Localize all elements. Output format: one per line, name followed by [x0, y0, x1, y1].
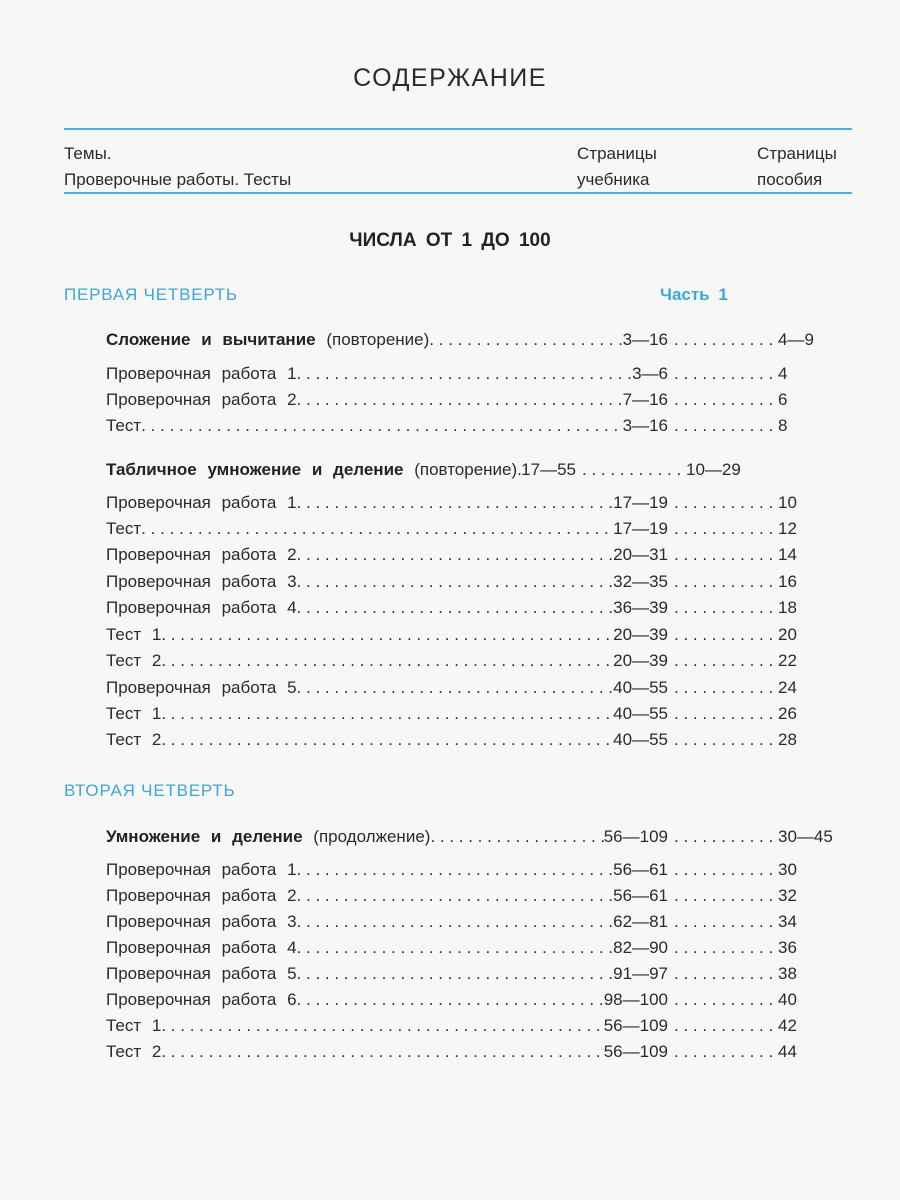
- toc-row[interactable]: [106, 390, 848, 414]
- toc-row[interactable]: [106, 364, 848, 388]
- toc-topic-row[interactable]: [106, 330, 848, 354]
- toc-topic-label: [106, 460, 517, 480]
- toc-textbook-pages: 98—100: [603, 990, 668, 1009]
- toc-textbook-pages: 40—55: [613, 678, 668, 697]
- toc-leader: [674, 625, 774, 645]
- toc-row-label: Тест 1: [106, 625, 162, 644]
- toc-leader: [674, 886, 774, 906]
- toc-row[interactable]: [106, 1042, 848, 1066]
- toc-row-label: Тест: [106, 519, 142, 538]
- toc-leader: [297, 572, 614, 592]
- toc-leader: [674, 651, 774, 671]
- toc-textbook-pages: 3—16: [622, 330, 668, 349]
- toc-row[interactable]: [106, 912, 848, 936]
- toc-leader: [674, 678, 774, 698]
- toc-manual-pages: 42: [778, 1016, 797, 1035]
- toc-textbook-pages: 36—39: [613, 598, 668, 617]
- toc-leader: [430, 827, 603, 847]
- toc-row-label: Проверочная работа 4: [106, 938, 297, 957]
- toc-leader: [297, 964, 614, 984]
- toc-textbook-pages: 56—109: [603, 1042, 668, 1061]
- toc-row-label: Тест: [106, 416, 142, 435]
- toc-row[interactable]: [106, 416, 848, 440]
- toc-manual-pages: 4—9: [778, 330, 814, 349]
- toc-topic-note: (продолжение): [313, 827, 431, 846]
- toc-textbook-pages: 56—109: [603, 827, 668, 846]
- toc-manual-pages: 12: [778, 519, 797, 538]
- toc-manual-pages: 10—29: [686, 460, 741, 479]
- toc-leader: [429, 330, 622, 350]
- toc-manual-pages: 30: [778, 860, 797, 879]
- toc-manual-pages: 44: [778, 1042, 797, 1061]
- toc-manual-pages: 28: [778, 730, 797, 749]
- toc-row-label: Проверочная работа 2: [106, 886, 297, 905]
- toc-leader: [674, 827, 774, 847]
- toc-topic-row[interactable]: [106, 460, 848, 484]
- toc-leader: [161, 730, 613, 750]
- toc-textbook-pages: 20—31: [613, 545, 668, 564]
- toc-topic-note: (повторение): [326, 330, 430, 349]
- toc-row[interactable]: [106, 1016, 848, 1040]
- toc-leader: [674, 912, 774, 932]
- toc-leader: [297, 886, 614, 906]
- toc-leader: [141, 519, 613, 539]
- toc-textbook-pages: 3—16: [622, 416, 668, 435]
- toc-leader: [161, 1016, 603, 1036]
- toc-leader: [161, 651, 613, 671]
- toc-leader: [674, 1016, 774, 1036]
- toc-leader: [297, 912, 614, 932]
- toc-row-label: Проверочная работа 2: [106, 545, 297, 564]
- toc-topic-name: Сложение и вычитание: [106, 330, 316, 349]
- toc-leader: [297, 860, 614, 880]
- toc-row[interactable]: [106, 938, 848, 962]
- toc-textbook-pages: 17—55: [521, 460, 576, 479]
- toc-row[interactable]: [106, 519, 848, 543]
- toc-topic-name: Умножение и деление: [106, 827, 303, 846]
- toc-manual-pages: 30—45: [778, 827, 833, 846]
- column-header-textbook: [577, 141, 657, 193]
- toc-manual-pages: 38: [778, 964, 797, 983]
- toc-textbook-pages: 17—19: [613, 519, 668, 538]
- toc-row-label: Проверочная работа 6: [106, 990, 297, 1009]
- toc-manual-pages: 24: [778, 678, 797, 697]
- header-rule-top: [64, 128, 852, 130]
- toc-manual-pages: 16: [778, 572, 797, 591]
- toc-row-label: Проверочная работа 3: [106, 912, 297, 931]
- toc-manual-pages: 18: [778, 598, 797, 617]
- toc-textbook-pages: 56—109: [603, 1016, 668, 1035]
- toc-row-label: Проверочная работа 1: [106, 493, 297, 512]
- toc-textbook-pages: 32—35: [613, 572, 668, 591]
- quarter-heading-2: ВТОРАЯ ЧЕТВЕРТЬ: [64, 781, 236, 800]
- toc-row[interactable]: [106, 625, 848, 649]
- toc-row[interactable]: [106, 964, 848, 988]
- toc-row[interactable]: [106, 493, 848, 517]
- toc-row[interactable]: [106, 572, 848, 596]
- column-header-topics-line1: Темы.: [64, 144, 112, 163]
- toc-row-label: Проверочная работа 5: [106, 964, 297, 983]
- toc-manual-pages: 10: [778, 493, 797, 512]
- column-header-topics-line2: Проверочные работы. Тесты: [64, 170, 292, 189]
- toc-leader: [674, 390, 774, 410]
- column-header-textbook-line2: учебника: [577, 170, 650, 189]
- toc-manual-pages: 34: [778, 912, 797, 931]
- toc-row-label: Тест 2: [106, 730, 162, 749]
- toc-leader: [674, 1042, 774, 1062]
- toc-row[interactable]: [106, 704, 848, 728]
- toc-manual-pages: 26: [778, 704, 797, 723]
- toc-row-label: Проверочная работа 4: [106, 598, 297, 617]
- toc-manual-pages: 40: [778, 990, 797, 1009]
- toc-row[interactable]: [106, 860, 848, 884]
- toc-textbook-pages: 56—61: [613, 886, 668, 905]
- part-label: Часть 1: [660, 285, 728, 304]
- toc-leader: [674, 938, 774, 958]
- toc-textbook-pages: 91—97: [613, 964, 668, 983]
- toc-row-label: Проверочная работа 3: [106, 572, 297, 591]
- page-title: СОДЕРЖАНИЕ: [353, 64, 547, 92]
- toc-leader: [674, 704, 774, 724]
- column-header-textbook-line1: Страницы: [577, 144, 657, 163]
- toc-topic-name: Табличное умножение и деление: [106, 460, 404, 479]
- toc-leader: [674, 330, 774, 350]
- toc-textbook-pages: 56—61: [613, 860, 668, 879]
- toc-manual-pages: 20: [778, 625, 797, 644]
- column-header-manual-line2: пособия: [757, 170, 823, 189]
- toc-leader: [297, 545, 614, 565]
- toc-leader: [674, 990, 774, 1010]
- toc-row[interactable]: [106, 651, 848, 675]
- toc-manual-pages: 36: [778, 938, 797, 957]
- toc-leader: [674, 493, 774, 513]
- toc-textbook-pages: 7—16: [622, 390, 668, 409]
- toc-row[interactable]: [106, 730, 848, 754]
- toc-leader: [141, 416, 622, 436]
- toc-manual-pages: 14: [778, 545, 797, 564]
- toc-topic-label: [106, 827, 430, 847]
- toc-leader: [297, 390, 623, 410]
- column-header-manual-line1: Страницы: [757, 144, 837, 163]
- toc-leader: [582, 460, 682, 480]
- toc-leader: [674, 416, 774, 436]
- column-header-topics: [64, 141, 291, 193]
- toc-manual-pages: 22: [778, 651, 797, 670]
- toc-row[interactable]: [106, 678, 848, 702]
- toc-textbook-pages: 3—6: [632, 364, 668, 383]
- toc-leader: [674, 545, 774, 565]
- header-rule-bottom: [64, 192, 852, 194]
- toc-leader: [674, 364, 774, 384]
- toc-leader: [161, 704, 613, 724]
- toc-row[interactable]: [106, 990, 848, 1014]
- toc-leader: [674, 598, 774, 618]
- toc-topic-label: [106, 330, 429, 350]
- toc-manual-pages: 6: [778, 390, 788, 409]
- toc-topic-note: (повторение): [414, 460, 518, 479]
- toc-manual-pages: 8: [778, 416, 788, 435]
- toc-leader: [297, 678, 614, 698]
- toc-topic-row[interactable]: [106, 827, 848, 851]
- toc-row-label: Проверочная работа 5: [106, 678, 297, 697]
- toc-row[interactable]: [106, 886, 848, 910]
- toc-textbook-pages: 40—55: [613, 730, 668, 749]
- toc-leader: [161, 625, 613, 645]
- toc-manual-pages: 4: [778, 364, 788, 383]
- section-title: ЧИСЛА ОТ 1 ДО 100: [349, 230, 551, 251]
- toc-row[interactable]: [106, 545, 848, 569]
- toc-row-label: Проверочная работа 1: [106, 860, 297, 879]
- toc-leader: [297, 598, 614, 618]
- toc-leader: [161, 1042, 603, 1062]
- toc-leader: [674, 964, 774, 984]
- column-header-manual: [757, 141, 837, 193]
- toc-row-label: Проверочная работа 1: [106, 364, 297, 383]
- toc-textbook-pages: 82—90: [613, 938, 668, 957]
- toc-leader: [297, 364, 633, 384]
- toc-row-label: Тест 1: [106, 1016, 162, 1035]
- toc-row-label: Проверочная работа 2: [106, 390, 297, 409]
- toc-row-label: Тест 2: [106, 651, 162, 670]
- toc-row-label: Тест 2: [106, 1042, 162, 1061]
- toc-manual-pages: 32: [778, 886, 797, 905]
- toc-textbook-pages: 17—19: [613, 493, 668, 512]
- toc-leader: [297, 990, 604, 1010]
- toc-textbook-pages: 62—81: [613, 912, 668, 931]
- toc-row-label: Тест 1: [106, 704, 162, 723]
- toc-leader: [674, 860, 774, 880]
- toc-row[interactable]: [106, 598, 848, 622]
- quarter-heading-1: ПЕРВАЯ ЧЕТВЕРТЬ: [64, 285, 238, 304]
- toc-leader: [674, 519, 774, 539]
- toc-textbook-pages: 40—55: [613, 704, 668, 723]
- toc-leader: [674, 730, 774, 750]
- toc-leader: [297, 493, 614, 513]
- toc-leader: [674, 572, 774, 592]
- toc-textbook-pages: 20—39: [613, 651, 668, 670]
- toc-textbook-pages: 20—39: [613, 625, 668, 644]
- toc-leader: [297, 938, 614, 958]
